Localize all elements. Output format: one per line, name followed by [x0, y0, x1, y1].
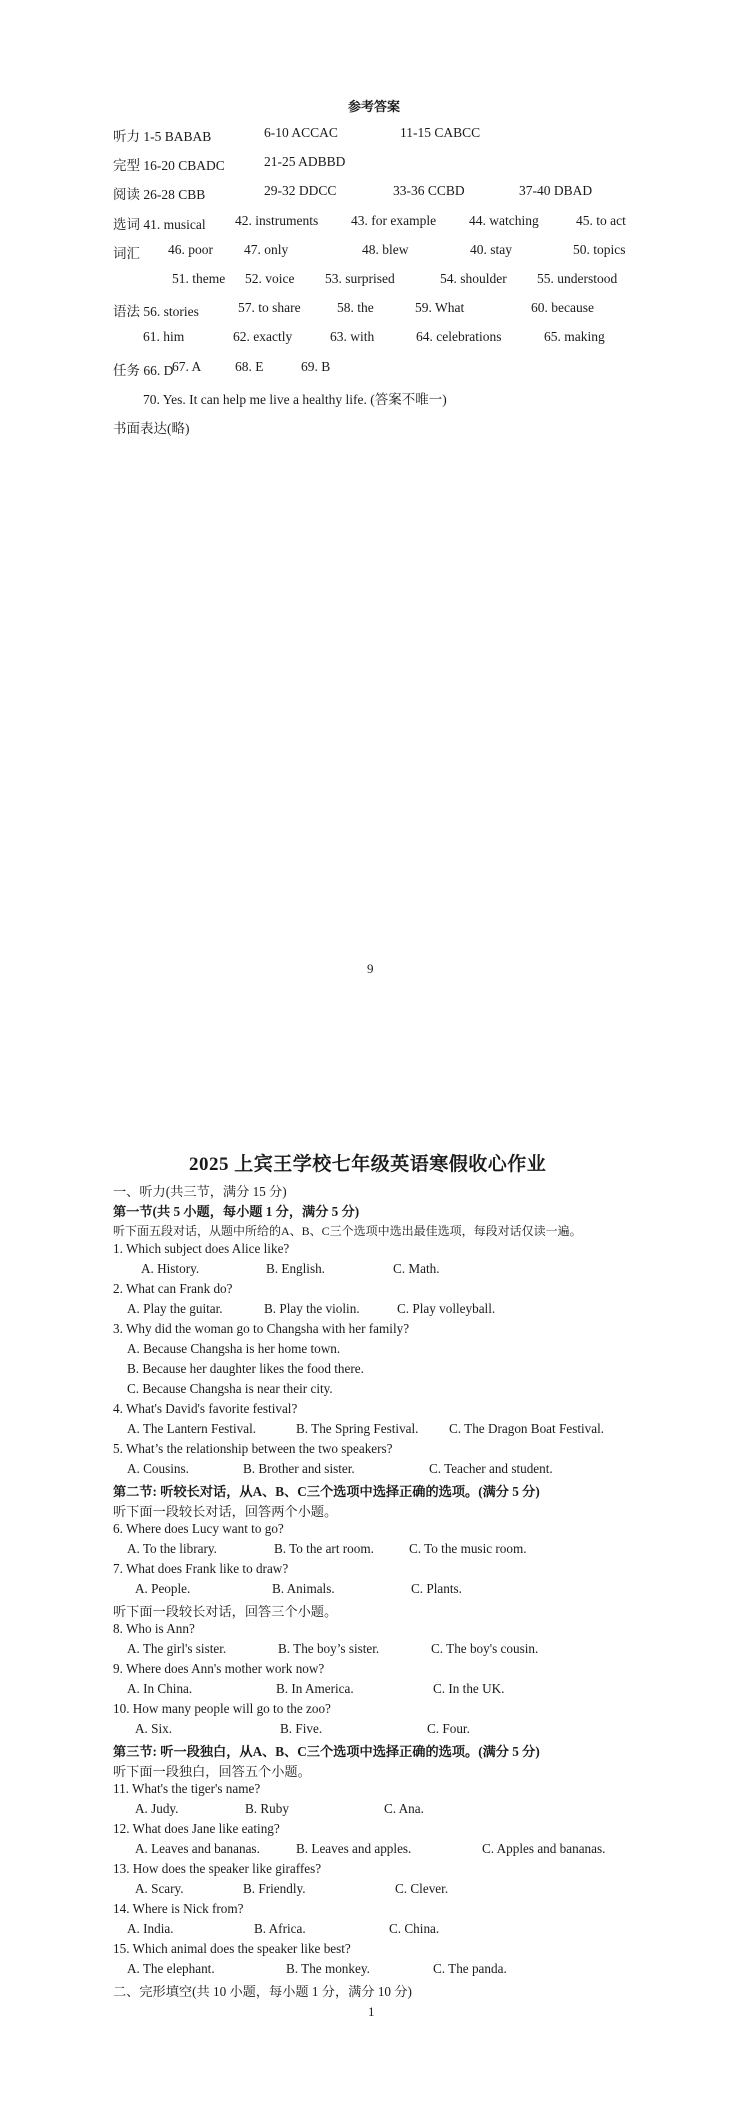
option: A. Because Changsha is her home town.	[127, 1341, 341, 1356]
answer-cell: 54. shoulder	[440, 271, 507, 286]
option: B. Play the violin.	[264, 1301, 360, 1316]
option: A. In China.	[127, 1681, 193, 1696]
option: C. Ana.	[384, 1801, 424, 1816]
answer-cell: 63. with	[330, 329, 375, 344]
answer-cell: 语法 56. stories	[113, 304, 199, 319]
option: B. Leaves and apples.	[296, 1841, 412, 1856]
option: B. The boy’s sister.	[278, 1641, 380, 1656]
option: B. Brother and sister.	[243, 1461, 355, 1476]
answer-cell: 52. voice	[245, 271, 295, 286]
option: B. Ruby	[245, 1801, 289, 1816]
option: C. In the UK.	[433, 1681, 505, 1696]
option: A. People.	[135, 1581, 191, 1596]
part3-title: 第三节: 听一段独白，从A、B、C三个选项中选择正确的选项。(满分 5 分)	[113, 1744, 540, 1759]
answer-cell: 47. only	[244, 242, 289, 257]
answer-cell: 听力 1-5 BABAB	[113, 129, 212, 144]
option: C. Because Changsha is near their city.	[127, 1381, 333, 1396]
option: C. The Dragon Boat Festival.	[449, 1421, 605, 1436]
answers-title: 参考答案	[348, 99, 401, 114]
option: A. Leaves and bananas.	[135, 1841, 260, 1856]
question-7: 7. What does Frank like to draw?	[113, 1561, 289, 1576]
question-2: 2. What can Frank do?	[113, 1281, 233, 1296]
answer-cell: 45. to act	[576, 213, 626, 228]
option: B. English.	[266, 1261, 325, 1276]
option: A. History.	[141, 1261, 200, 1276]
option: B. The Spring Festival.	[296, 1421, 419, 1436]
option: C. The panda.	[433, 1961, 507, 1976]
answer-cell: 书面表达(略)	[113, 421, 190, 436]
question-8: 8. Who is Ann?	[113, 1621, 195, 1636]
page-number-top: 9	[367, 961, 374, 976]
question-1: 1. Which subject does Alice like?	[113, 1241, 290, 1256]
option: C. Apples and bananas.	[482, 1841, 606, 1856]
answer-cell: 55. understood	[537, 271, 618, 286]
option: A. Judy.	[135, 1801, 179, 1816]
option: A. The girl's sister.	[127, 1641, 227, 1656]
answer-cell: 64. celebrations	[416, 329, 502, 344]
answer-cell: 53. surprised	[325, 271, 395, 286]
option: A. The Lantern Festival.	[127, 1421, 257, 1436]
answer-cell: 33-36 CCBD	[393, 183, 465, 198]
answer-cell: 59. What	[415, 300, 465, 315]
option: A. Cousins.	[127, 1461, 189, 1476]
question-5: 5. What’s the relationship between the two speakers?	[113, 1441, 393, 1456]
answer-cell: 58. the	[337, 300, 374, 315]
answer-cell: 阅读 26-28 CBB	[113, 187, 206, 202]
answer-cell: 42. instruments	[235, 213, 319, 228]
question-15: 15. Which animal does the speaker like best?	[113, 1941, 351, 1956]
option: A. Play the guitar.	[127, 1301, 223, 1316]
option: B. To the art room.	[274, 1541, 374, 1556]
question-4: 4. What's David's favorite festival?	[113, 1401, 298, 1416]
question-3: 3. Why did the woman go to Changsha with her family?	[113, 1321, 410, 1336]
option: B. Friendly.	[243, 1881, 306, 1896]
answer-cell: 69. B	[301, 359, 331, 374]
option: C. Math.	[393, 1261, 440, 1276]
answer-cell: 44. watching	[469, 213, 539, 228]
answer-cell: 37-40 DBAD	[519, 183, 593, 198]
option: C. China.	[389, 1921, 440, 1936]
part1-title: 第一节(共 5 小题，每小题 1 分，满分 5 分)	[113, 1204, 360, 1219]
part2-title: 第二节: 听较长对话，从A、B、C三个选项中选择正确的选项。(满分 5 分)	[113, 1484, 540, 1499]
answer-cell: 6-10 ACCAC	[264, 125, 338, 140]
option: C. Four.	[427, 1721, 470, 1736]
answer-cell: 70. Yes. It can help me live a healthy life. (答案不唯一)	[143, 392, 447, 407]
option: A. Scary.	[135, 1881, 184, 1896]
exam-title: 2025 上宾王学校七年级英语寒假收心作业	[189, 1154, 547, 1175]
answer-cell: 65. making	[544, 329, 605, 344]
answer-cell: 任务 66. D	[113, 363, 174, 378]
answer-cell: 60. because	[531, 300, 594, 315]
answer-cell: 21-25 ADBBD	[264, 154, 346, 169]
question-14: 14. Where is Nick from?	[113, 1901, 244, 1916]
question-12: 12. What does Jane like eating?	[113, 1821, 280, 1836]
question-11: 11. What's the tiger's name?	[113, 1781, 261, 1796]
option: B. Africa.	[254, 1921, 306, 1936]
answer-cell: 62. exactly	[233, 329, 293, 344]
option: B. The monkey.	[286, 1961, 370, 1976]
answer-cell: 29-32 DDCC	[264, 183, 337, 198]
option: B. Animals.	[272, 1581, 335, 1596]
question-10: 10. How many people will go to the zoo?	[113, 1701, 331, 1716]
question-6: 6. Where does Lucy want to go?	[113, 1521, 284, 1536]
option: A. Six.	[135, 1721, 173, 1736]
part2-instruction: 听下面一段较长对话，回答两个小题。	[113, 1504, 338, 1519]
part3-instruction: 听下面一段独白，回答五个小题。	[113, 1764, 311, 1779]
answer-cell: 50. topics	[573, 242, 626, 257]
option: C. Play volleyball.	[397, 1301, 496, 1316]
answer-cell: 68. E	[235, 359, 264, 374]
answer-cell: 48. blew	[362, 242, 409, 257]
answer-cell: 40. stay	[470, 242, 512, 257]
question-13: 13. How does the speaker like giraffes?	[113, 1861, 322, 1876]
part1-instruction: 听下面五段对话，从题中所给的A、B、C三个选项中选出最佳选项，每段对话仅读一遍。	[113, 1224, 582, 1238]
option: C. The boy's cousin.	[431, 1641, 539, 1656]
part2-instruction: 听下面一段较长对话，回答三个小题。	[113, 1604, 338, 1619]
option: A. To the library.	[127, 1541, 217, 1556]
answer-cell: 选词 41. musical	[113, 217, 206, 232]
answer-cell: 11-15 CABCC	[400, 125, 481, 140]
answer-cell: 词汇	[113, 246, 140, 261]
answer-cell: 57. to share	[238, 300, 301, 315]
answer-cell: 67. A	[172, 359, 202, 374]
option: C. Teacher and student.	[429, 1461, 553, 1476]
option: A. The elephant.	[127, 1961, 215, 1976]
question-9: 9. Where does Ann's mother work now?	[113, 1661, 325, 1676]
option: C. To the music room.	[409, 1541, 527, 1556]
section-cloze-heading: 二、完形填空(共 10 小题，每小题 1 分，满分 10 分)	[113, 1984, 412, 1999]
answer-cell: 61. him	[143, 329, 185, 344]
answer-cell: 43. for example	[351, 213, 437, 228]
option: C. Clever.	[395, 1881, 449, 1896]
option: C. Plants.	[411, 1581, 462, 1596]
answer-cell: 46. poor	[168, 242, 213, 257]
option: A. India.	[127, 1921, 174, 1936]
page-number: 1	[368, 2004, 375, 2019]
answer-cell: 完型 16-20 CBADC	[113, 158, 225, 173]
section-listening-heading: 一、听力(共三节，满分 15 分)	[113, 1184, 287, 1199]
option: B. Because her daughter likes the food there.	[127, 1361, 364, 1376]
option: B. Five.	[280, 1721, 323, 1736]
answer-cell: 51. theme	[172, 271, 226, 286]
option: B. In America.	[276, 1681, 354, 1696]
